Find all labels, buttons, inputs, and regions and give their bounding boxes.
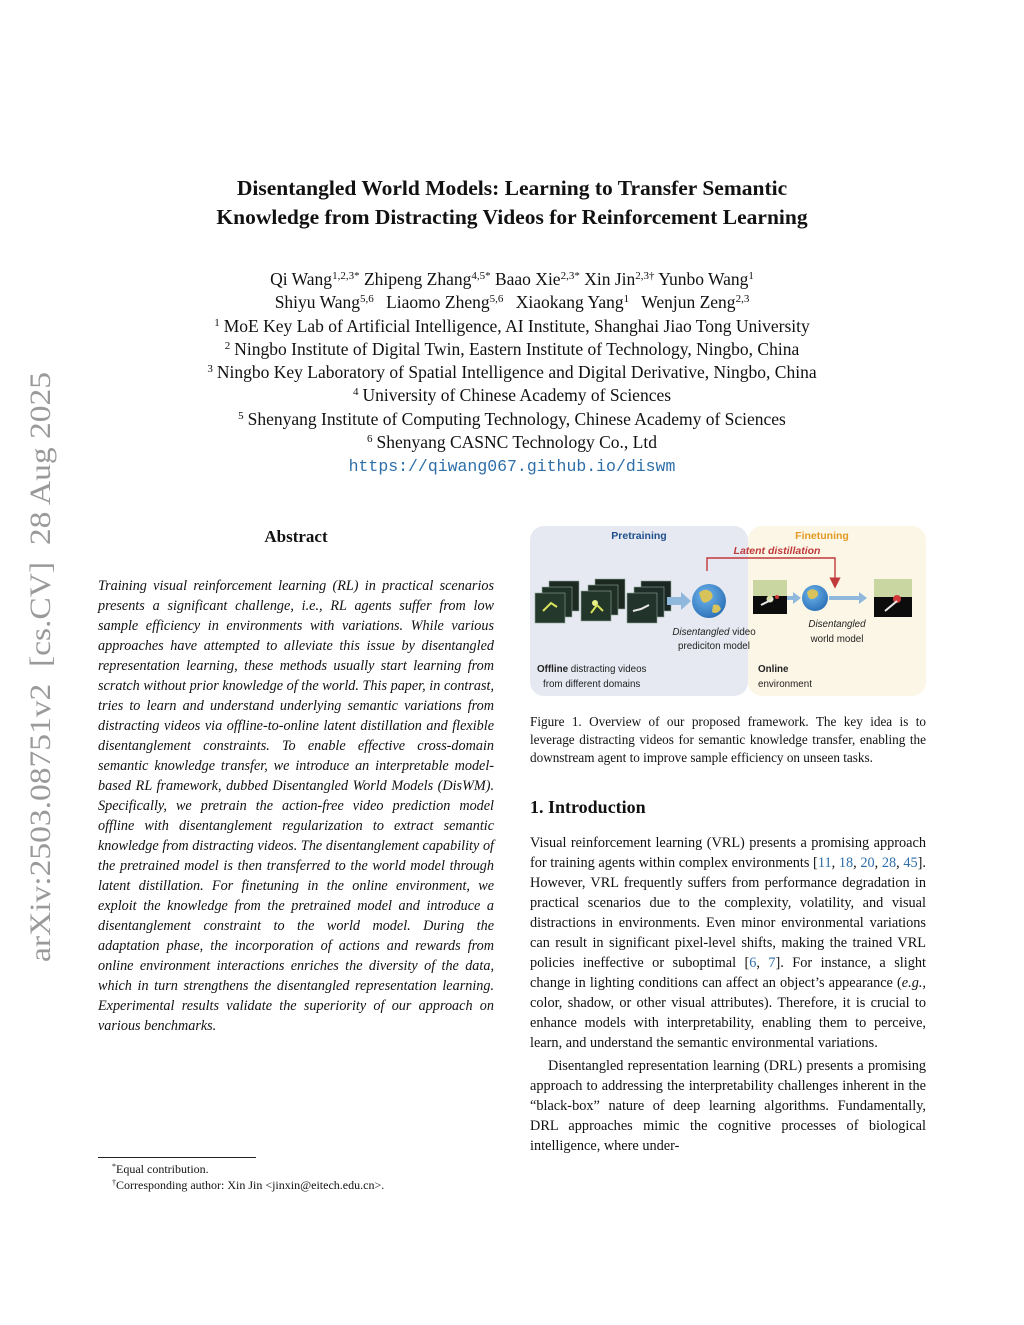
offline-label-line2: from different domains — [543, 679, 641, 690]
abstract-heading: Abstract — [264, 527, 328, 546]
footnote-corresponding-author — [112, 1177, 512, 1193]
affiliation-1 — [100, 315, 924, 338]
title-line-1: Disentangled World Models: Learning to Transfer Semantic — [236, 176, 788, 200]
online-label-line2: environment — [758, 679, 812, 690]
affiliation-3 — [100, 361, 924, 384]
affiliation-2 — [100, 338, 924, 361]
video-model-rest: video — [729, 627, 756, 638]
latent-distillation-label: Latent distillation — [733, 545, 821, 557]
affiliation-number: 5 — [238, 409, 244, 422]
author-name: Xin Jin — [584, 269, 636, 289]
affiliation-number: 2 — [224, 339, 231, 352]
affiliation-text: Ningbo Key Laboratory of Spatial Intelligence and Digital Derivative, Ningbo, China — [216, 362, 817, 383]
author-marks: 5,6 — [359, 293, 374, 306]
online-env-frame-1 — [753, 580, 787, 614]
affiliation-4 — [100, 384, 924, 407]
author-name: Liaomo Zheng — [386, 292, 490, 313]
author-marks: 1 — [623, 293, 630, 306]
footnote-divider — [98, 1157, 256, 1158]
world-model-label: Disentangled — [808, 619, 866, 630]
introduction-paragraph-2: Disentangled representation learning (DRL) presents a promising approach to addressing the interpretability challenges inherent in the “black-box” nature of deep learning algorithms. Fundamentally, DRL approaches mimic the cognitive processes of biological intelligence, where under- — [530, 1058, 926, 1154]
affiliation-number: 1 — [214, 316, 220, 329]
affiliation-text: University of Chinese Academy of Sciences — [362, 385, 672, 406]
affiliation-5 — [100, 408, 924, 431]
author-marks: 2,3* — [560, 270, 580, 282]
citation-link[interactable]: 18 — [838, 855, 854, 871]
author-marks: 1 — [748, 270, 754, 282]
paper-title — [100, 174, 924, 232]
author-name: Yunbo Wang — [658, 269, 749, 289]
intro-text: Visual reinforcement learning (VRL) presents a promising approach for training agents within complex environments [ — [530, 835, 926, 871]
offline-bold: Offline — [537, 664, 569, 675]
arxiv-id-text: arXiv:2503.08751v2 [cs.CV] 28 Aug 2025 — [24, 433, 57, 962]
footnote-equal-contribution — [112, 1161, 512, 1177]
offline-label — [537, 664, 647, 675]
project-url-link[interactable]: https://qiwang067.github.io/diswm — [348, 457, 676, 477]
author-block — [100, 268, 924, 479]
introduction-body — [530, 833, 926, 1156]
project-url-line — [100, 454, 924, 478]
intro-text: ]. For instance, a slight change in lighting conditions can affect an object’s appearance ( — [530, 955, 926, 991]
affiliation-text: MoE Key Lab of Artificial Intelligence, AI Institute, Shanghai Jiao Tong University — [223, 315, 810, 336]
introduction-heading: 1. Introduction — [530, 797, 646, 817]
world-model-label-line2: world model — [810, 634, 864, 645]
affiliation-text: Shenyang CASNC Technology Co., Ltd — [376, 432, 657, 453]
video-model-italic: Disentangled — [672, 627, 730, 638]
author-name: Qi Wang — [270, 269, 333, 289]
affiliation-text: Ningbo Institute of Digital Twin, Eastern Institute of Technology, Ningbo, China — [234, 338, 800, 359]
author-marks: 5,6 — [489, 293, 504, 306]
footnotes — [112, 1161, 512, 1193]
author-line-1 — [100, 268, 924, 291]
finetuning-label: Finetuning — [795, 530, 849, 542]
introduction-paragraph-1: Visual reinforcement learning (VRL) presents a promising approach for training agents within complex environments [11, 18, 20, 28, 45]. However, VRL frequently suffers from performance degradation in practical scenarios due to the complexity, volatility, and visual distractions in environments. Even minor environmental variations can result in significant pixel-level shifts, making the trained VRL policies ineffective or suboptimal [6, 7]. For instance, a slight change in lighting conditions can affect an object’s appearance (e.g., color, shadow, or other visual attributes). Therefore, it is crucial to enhance models with interpretability, enabling them to perceive, learn, and understand the semantic environmental variations. — [530, 835, 927, 1051]
citation-link[interactable]: 28 — [881, 855, 897, 871]
author-name: Zhipeng Zhang — [363, 269, 472, 289]
citation-link[interactable]: 6 — [749, 955, 757, 971]
affiliation-number: 3 — [207, 363, 213, 376]
citation-link[interactable]: 20 — [860, 855, 875, 871]
citation-link[interactable]: 45 — [903, 855, 918, 871]
author-name: Xiaokang Yang — [515, 292, 624, 313]
figure-1-diagram — [529, 525, 927, 697]
online-label: Online — [758, 664, 789, 675]
abstract-text: Training visual reinforcement learning (RL) in practical scenarios presents a significant challenge, i.e., RL agents suffer from low sample efficiency in environments with variations. While various approaches have attempted to alleviate this issue by disentangled representation learning, these methods usually start learning from scratch without prior knowledge of the world. This paper, in contrast, tries to learn and understand underlying semantic variations from distracting videos via offline-to-online latent distillation and flexible disentanglement constraints. To enable effective cross-domain semantic knowledge transfer, we introduce an interpretable model-based RL framework, dubbed Disentangled World Models (DisWM). Specifically, we pretrain the action-free video prediction model offline with disentanglement regularization to extract semantic knowledge from distracting videos. The disentanglement capability of the pretrained model is then transferred to the world model through latent distillation. For finetuning in the online environment, we exploit the knowledge from the pretrained model and introduce a disentanglement constraint to the world model. During the adaptation phase, the incorporation of actions and rewards from online environment interactions enriches the diversity of the data, which in turn strengthens the disentangled representation learning. Experimental results validate the superiority of our approach on various benchmarks. — [98, 578, 494, 1034]
footnote-text: Equal contribution. — [116, 1162, 209, 1176]
intro-text-eg: e.g., — [901, 975, 926, 991]
affiliation-6 — [100, 431, 924, 454]
footnote-text: Corresponding author: Xin Jin <jinxin@eitech.edu.cn>. — [116, 1178, 385, 1192]
video-model-label — [672, 627, 756, 638]
arxiv-identifier[interactable] — [2, 370, 66, 966]
offline-rest: distracting videos — [568, 664, 647, 675]
author-line-2 — [100, 291, 924, 314]
footnote-mark: * — [112, 1162, 116, 1171]
pretraining-label: Pretraining — [611, 530, 667, 542]
citation-link[interactable]: 11 — [817, 855, 832, 871]
author-marks: 2,3† — [635, 270, 655, 282]
globe-icon — [692, 584, 726, 618]
author-marks: 2,3 — [735, 293, 750, 306]
footnote-mark: † — [112, 1178, 116, 1187]
title-line-2: Knowledge from Distracting Videos for Reinforcement Learning — [216, 205, 808, 229]
affiliation-text: Shenyang Institute of Computing Technology, Chinese Academy of Sciences — [247, 408, 786, 429]
author-marks: 4,5* — [471, 270, 491, 282]
figure-1-caption: Figure 1. Overview of our proposed framework. The key idea is to leverage distracting videos for semantic knowledge transfer, enabling the downstream agent to improve sample efficiency on unseen tasks. — [530, 714, 926, 765]
author-name: Baao Xie — [494, 269, 561, 289]
online-env-frame-2 — [874, 579, 912, 617]
intro-text: color, shadow, or other visual attributes). Therefore, it is crucial to enhance models with interpretability, enabling them to perceive, learn, and understand the semantic environmental variations. — [530, 995, 926, 1051]
author-marks: 1,2,3* — [332, 270, 360, 282]
author-name: Shiyu Wang — [274, 292, 360, 313]
affiliation-number: 6 — [367, 433, 373, 446]
world-globe-icon — [802, 585, 828, 611]
intro-text: ]. However, VRL frequently suffers from performance degradation in practical scenarios due to the complexity, volatility, and visual distractions in environments. Even minor environmental variations can result in significant pixel-level shifts, making the trained VRL policies ineffective or suboptimal [ — [530, 855, 927, 971]
citation-link[interactable]: 7 — [768, 955, 776, 971]
affiliation-number: 4 — [352, 386, 359, 399]
video-model-label-line2: prediciton model — [678, 641, 750, 652]
author-name: Wenjun Zeng — [641, 292, 736, 313]
